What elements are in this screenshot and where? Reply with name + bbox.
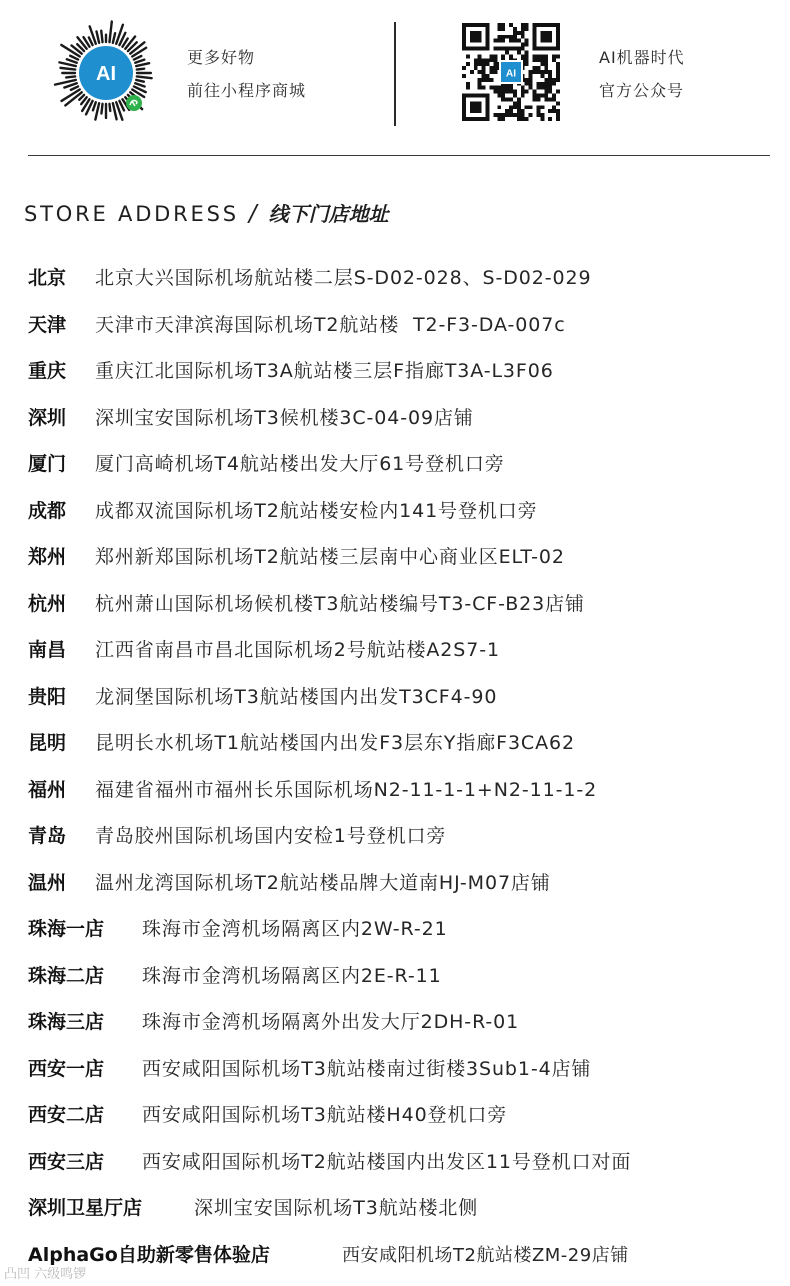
store-city: 福州 [28, 778, 67, 801]
store-row [28, 1092, 778, 1139]
banner-divider [394, 22, 396, 126]
store-address: 西安咸阳国际机场T3航站楼南过街楼3Sub1-4店铺 [142, 1057, 592, 1080]
store-row [28, 534, 778, 581]
store-address: 杭州萧山国际机场候机楼T3航站楼编号T3-CF-B23店铺 [95, 592, 585, 615]
store-row [28, 674, 778, 721]
store-address: 福建省福州市福州长乐国际机场N2-11-1-1+N2-11-1-2 [95, 778, 598, 801]
store-row [28, 999, 778, 1046]
store-address: 龙洞堡国际机场T3航站楼国内出发T3CF4-90 [95, 685, 498, 708]
store-row [28, 767, 778, 814]
store-city: 西安一店 [28, 1057, 105, 1080]
store-address: 青岛胶州国际机场国内安检1号登机口旁 [95, 825, 447, 847]
store-row [28, 255, 778, 302]
store-city: 西安三店 [28, 1150, 105, 1173]
store-row [28, 860, 778, 907]
store-row [28, 441, 778, 488]
store-city: 南昌 [28, 639, 67, 661]
go-to-mall-link[interactable]: 前往小程序商城 [187, 81, 307, 100]
mini-program-code[interactable] [50, 17, 162, 129]
mini-program-caption [187, 41, 306, 107]
official-account-qr-code[interactable] [462, 23, 560, 121]
store-address: 深圳宝安国际机场T3候机楼3C-04-09店铺 [95, 406, 474, 429]
store-address: 温州龙湾国际机场T2航站楼品牌大道南HJ-M07店铺 [95, 871, 551, 894]
store-row [28, 627, 778, 674]
store-row [28, 1046, 778, 1093]
official-account-caption [599, 41, 685, 107]
store-row [28, 395, 778, 442]
store-row [28, 488, 778, 535]
section-title [24, 198, 389, 230]
more-goods-text: 更多好物 [187, 48, 256, 67]
store-city: 厦门 [28, 453, 67, 475]
store-row [28, 813, 778, 860]
store-address: 天津市天津滨海国际机场T2航站楼 T2-F3-DA-007c [95, 313, 566, 336]
store-address: 北京大兴国际机场航站楼二层S-D02-028、S-D02-029 [95, 267, 592, 289]
section-title-cn: 线下门店地址 [268, 202, 389, 226]
store-city: 深圳 [28, 406, 67, 429]
store-row [28, 581, 778, 628]
store-address: 江西省南昌市昌北国际机场2号航站楼A2S7-1 [95, 639, 500, 661]
brand-name-text: AI机器时代 [599, 48, 685, 67]
store-city: 成都 [28, 499, 67, 522]
store-address: 深圳宝安国际机场T3航站楼北侧 [194, 1197, 479, 1219]
store-address: 珠海市金湾机场隔离外出发大厅2DH-R-01 [142, 1011, 520, 1033]
section-title-separator: / [248, 201, 257, 227]
store-city: 西安二店 [28, 1104, 105, 1126]
banner-bottom-rule [28, 155, 770, 156]
qr-logo-text: AI [505, 68, 517, 80]
store-city: 温州 [28, 871, 67, 894]
store-city: 郑州 [28, 546, 67, 568]
store-row [28, 1139, 778, 1186]
store-address: 厦门高崎机场T4航站楼出发大厅61号登机口旁 [95, 453, 505, 475]
watermark: 凸凹 六级鸣锣 [4, 1267, 87, 1282]
store-city: 北京 [28, 267, 67, 289]
section-title-en: STORE ADDRESS [24, 202, 239, 226]
store-city: AlphaGo自助新零售体验店 [28, 1243, 270, 1266]
mini-program-logo-text: AI [96, 63, 116, 85]
store-city: 深圳卫星厅店 [28, 1197, 143, 1219]
store-city: 青岛 [28, 825, 67, 847]
top-banner [0, 0, 790, 156]
store-address: 西安咸阳国际机场T3航站楼H40登机口旁 [142, 1104, 508, 1126]
store-address: 珠海市金湾机场隔离区内2W-R-21 [142, 918, 448, 940]
store-row [28, 348, 778, 395]
store-city: 贵阳 [28, 685, 67, 708]
store-address: 西安咸阳国际机场T2航站楼国内出发区11号登机口对面 [142, 1150, 632, 1173]
store-address: 重庆江北国际机场T3A航站楼三层F指廊T3A-L3F06 [95, 360, 554, 382]
store-city: 珠海二店 [28, 964, 105, 987]
store-row [28, 906, 778, 953]
store-city: 重庆 [28, 360, 67, 382]
store-city: 杭州 [28, 592, 67, 615]
official-account-text: 官方公众号 [599, 81, 685, 100]
store-address: 成都双流国际机场T2航站楼安检内141号登机口旁 [95, 499, 538, 522]
store-row [28, 953, 778, 1000]
store-address: 珠海市金湾机场隔离区内2E-R-11 [142, 964, 442, 987]
store-city: 珠海三店 [28, 1011, 105, 1033]
store-row [28, 1185, 778, 1232]
store-city: 珠海一店 [28, 918, 105, 940]
store-row [28, 1232, 778, 1279]
store-address: 昆明长水机场T1航站楼国内出发F3层东Y指廊F3CA62 [95, 732, 575, 754]
store-list [28, 255, 778, 1278]
store-row [28, 302, 778, 349]
store-address: 郑州新郑国际机场T2航站楼三层南中心商业区ELT-02 [95, 546, 565, 568]
store-city: 昆明 [28, 732, 67, 754]
store-row [28, 720, 778, 767]
store-address: 西安咸阳机场T2航站楼ZM-29店铺 [342, 1244, 629, 1266]
store-city: 天津 [28, 313, 67, 336]
